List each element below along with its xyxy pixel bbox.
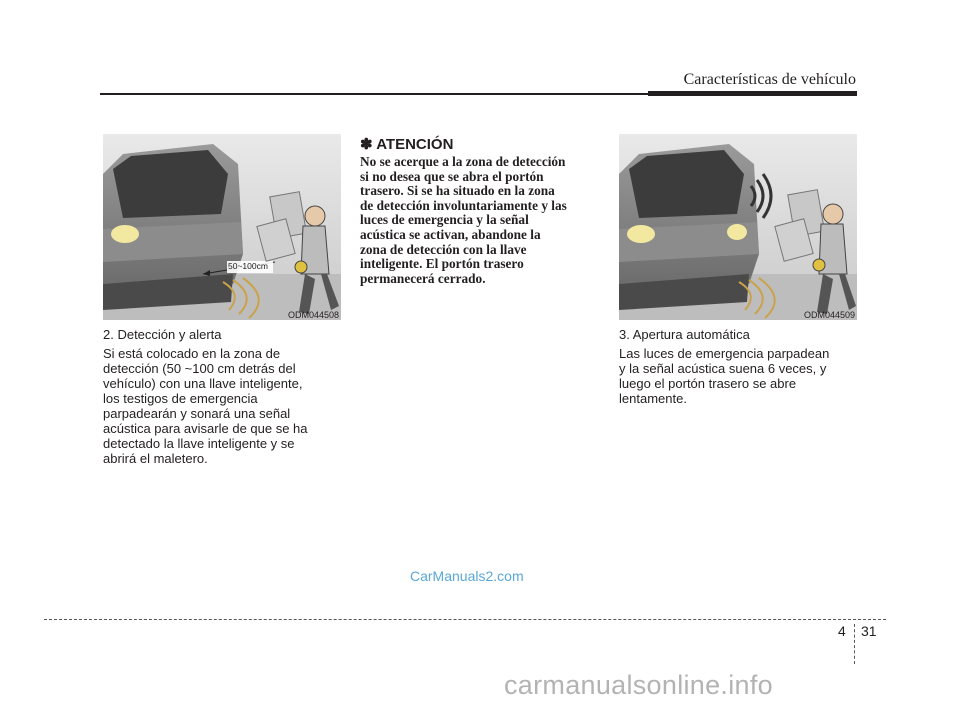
distance-label: 50~100cm xyxy=(228,261,268,271)
caption-automatic-opening: 3. Apertura automática xyxy=(619,327,750,342)
attention-title: ATENCIÓN xyxy=(376,136,454,153)
footer-dashed-rule xyxy=(44,619,886,620)
text-line: de detección involuntariamente y las xyxy=(360,197,567,213)
text-line: No se acerque a la zona de detección xyxy=(360,154,566,169)
text-line: detección (50 ~100 cm detrás del xyxy=(103,361,296,376)
text-line: permanecerá cerrado. xyxy=(360,270,486,286)
page-number: 31 xyxy=(861,623,877,639)
text-line: Si está colocado en la zona de xyxy=(103,346,281,361)
text-line: los testigos de emergencia xyxy=(103,391,258,406)
figure-detection-alert xyxy=(103,134,341,320)
attention-heading xyxy=(360,135,453,153)
car-rear-illustration xyxy=(103,134,341,320)
text-line: zona de detección con la llave xyxy=(360,241,527,257)
left-body-text xyxy=(103,346,341,466)
text-line: Las luces de emergencia parpadean xyxy=(619,346,830,361)
text-line: luego el portón trasero se abre xyxy=(619,376,797,391)
figure-code: ODM044509 xyxy=(803,310,855,320)
text-line: vehículo) con una llave inteligente, xyxy=(103,376,303,391)
right-body-text xyxy=(619,346,857,406)
caption-detection-alert: 2. Detección y alerta xyxy=(103,327,222,342)
asterisk-icon: ✽ xyxy=(360,136,373,153)
text-line: detectado la llave inteligente y se xyxy=(103,436,295,451)
text-line: acústica para avisarle de que se ha xyxy=(103,421,308,436)
text-line: abrirá el maletero. xyxy=(103,451,208,466)
text-line: acústica se activan, abandone la xyxy=(360,226,541,242)
text-line: inteligente. El portón trasero xyxy=(360,256,524,272)
text-line: si no desea que se abra el portón xyxy=(360,168,544,184)
header-title: Características de vehículo xyxy=(683,71,856,88)
text-line: parpadearán y sonará una señal xyxy=(103,406,291,421)
figure-automatic-opening xyxy=(619,134,857,320)
text-line: trasero. Si se ha situado en la zona xyxy=(360,183,555,199)
text-line: luces de emergencia y la señal xyxy=(360,212,529,228)
text-line: y la señal acústica suena 6 veces, y xyxy=(619,361,827,376)
figure-code: ODM044508 xyxy=(287,310,339,320)
footer-page-divider xyxy=(854,624,855,664)
attention-text xyxy=(360,155,600,286)
watermark-link[interactable]: CarManuals2.com xyxy=(410,568,524,584)
footer-site-watermark: carmanualsonline.info xyxy=(504,670,773,700)
section-number: 4 xyxy=(838,623,846,639)
header-rule-accent xyxy=(648,91,857,96)
text-line: lentamente. xyxy=(619,391,687,406)
car-rear-illustration xyxy=(619,134,857,320)
